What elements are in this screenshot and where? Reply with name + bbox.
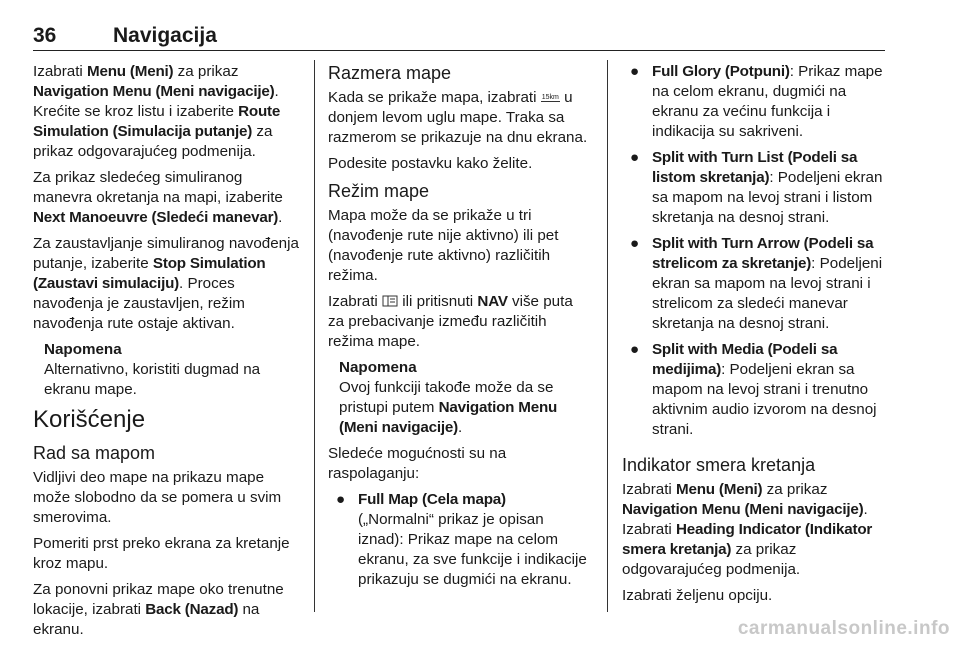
column-1 <box>33 62 303 646</box>
map-mode-list-continued <box>622 62 888 440</box>
note: Napomena Ovoj funkciji takođe može da se pristupi putem Navigation Menu (Meni navigacije). <box>328 358 592 438</box>
paragraph: Podesite postavku kako želite. <box>328 155 533 172</box>
note <box>33 340 303 400</box>
paragraph: Za zaustavljanje simuliranog navođenja putanje, izaberite Stop Simulation (Zaustavi simulaciju). Proces navođenja je zaustavljen, režim navođenja rute ostaje aktivan. <box>33 235 299 332</box>
bullet: ● <box>336 491 346 508</box>
map-mode-icon <box>382 294 398 308</box>
list-item: ● Full Map (Cela mapa) („Normalni“ prikaz je opisan iznad): Prikaz mape na celom ekranu, za sve funkcije i indikacije prikazuju se dugmići na ekranu. <box>336 491 587 588</box>
bullet: ● <box>630 235 640 252</box>
note-heading: Napomena <box>44 341 122 358</box>
bullet: ● <box>630 63 640 80</box>
paragraph: Izabrati željenu opciju. <box>622 587 773 604</box>
column-2 <box>328 62 592 596</box>
paragraph: Izabrati ili pritisnuti NAV više puta za prebacivanje između različitih režima mape. <box>328 293 573 350</box>
page-number: 36 <box>33 24 57 47</box>
bullet: ● <box>630 149 640 166</box>
column-divider <box>607 60 608 612</box>
list-item: ● Full Glory (Potpuni): Prikaz mape na celom ekranu, dugmići na ekranu za većinu funkcija i indikacija su sakriveni. <box>630 63 883 140</box>
column-divider <box>314 60 315 612</box>
paragraph: Kada se prikaže mapa, izabrati 15km u donjem levom uglu mape. Traka sa razmerom se prikazuje na dnu ekrana. <box>328 89 588 146</box>
column-3 <box>622 62 888 612</box>
note-text: Alternativno, koristiti dugmad na ekranu mape. <box>44 361 261 398</box>
section-heading: Korišćenje <box>33 406 146 433</box>
list-item: ● Split with Media (Podeli sa medijima): Podeljeni ekran sa mapom na levoj strani i trenutno aktivnim audio izvorom na desnoj strani. <box>630 341 877 438</box>
paragraph: Izabrati Menu (Meni) za prikaz Navigation Menu (Meni navigacije). Izabrati Heading Indicator (Indikator smera kretanja) za prikaz odgovarajućeg podmenija. <box>622 481 873 578</box>
subsection-heading: Indikator smera kretanja <box>622 455 816 475</box>
paragraph: Izabrati Menu (Meni) za prikaz Navigation Menu (Meni navigacije). Krećite se kroz listu i izaberite Route Simulation (Simulacija putanje) za prikaz odgovarajućeg podmenija. <box>33 63 281 160</box>
subsection-heading: Rad sa mapom <box>33 443 156 463</box>
watermark: carmanualsonline.info <box>737 618 950 639</box>
paragraph: Mapa može da se prikaže u tri (navođenje rute nije aktivno) ili pet (navođenje rute aktivno) različitih režima. <box>328 207 559 284</box>
paragraph: Pomeriti prst preko ekrana za kretanje kroz mapu. <box>33 535 290 572</box>
page-title: Navigacija <box>113 24 217 47</box>
map-mode-list <box>328 490 592 590</box>
paragraph: Vidljivi deo mape na prikazu mape može slobodno da se pomera u svim smerovima. <box>33 469 282 526</box>
nav-button-label: NAV <box>477 293 508 310</box>
list-item: ● Split with Turn Arrow (Podeli sa strelicom za skretanje): Podeljeni ekran sa mapom na levoj strani i strelicom za sledeći manevar skretanja na desnoj strani. <box>630 235 883 332</box>
map-scale-icon: 15km <box>541 94 559 101</box>
list-item: ● Split with Turn List (Podeli sa listom skretanja): Podeljeni ekran sa mapom na levoj strani i listom skretanja na desnoj strani. <box>630 149 883 226</box>
paragraph: Za ponovni prikaz mape oko trenutne lokacije, izabrati Back (Nazad) na ekranu. <box>33 581 284 638</box>
subsection-heading: Režim mape <box>328 181 430 201</box>
paragraph: Sledeće mogućnosti su na raspolaganju: <box>328 445 507 482</box>
paragraph: Za prikaz sledećeg simuliranog manevra okretanja na mapi, izaberite Next Manoeuvre (Sledeći manevar). <box>33 169 283 226</box>
page-header <box>33 20 885 51</box>
bullet: ● <box>630 341 640 358</box>
note-heading: Napomena <box>339 359 417 376</box>
subsection-heading: Razmera mape <box>328 63 452 83</box>
